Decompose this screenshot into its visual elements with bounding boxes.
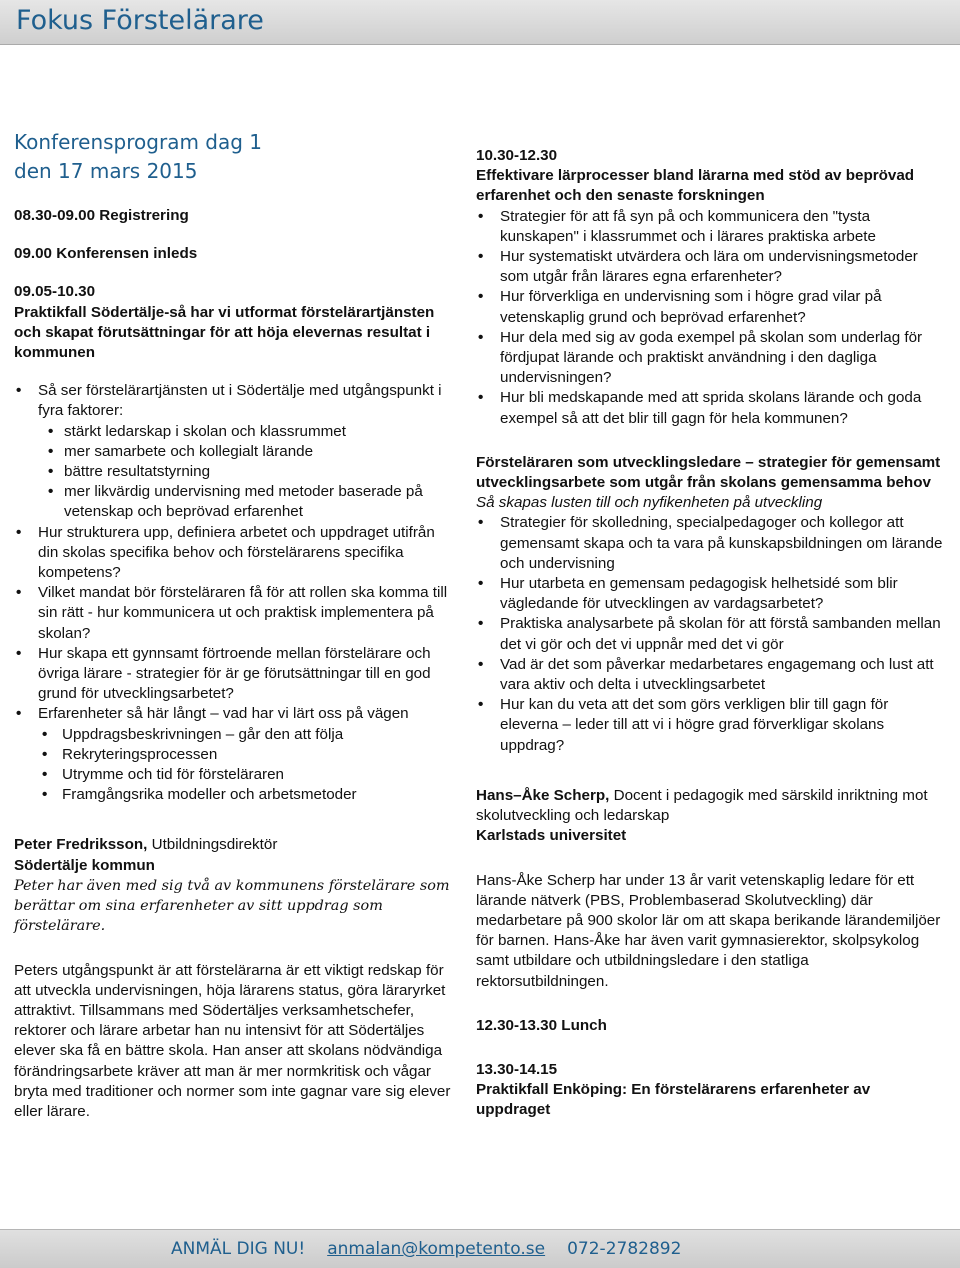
factor-list <box>38 422 454 523</box>
list-item: • mer samarbete och kollegialt lärande <box>38 442 454 462</box>
list-item: • Hur dela med sig av goda exempel på skolan som underlag för fördjupat lärande och praktiskt användning i den dagliga undervisningen? <box>476 328 944 389</box>
speaker-org: Södertälje kommun <box>14 856 155 874</box>
list-item: • Praktiska analysarbete på skolan för att förstå sambanden mellan det vi gör och det vi uppnår med det vi gör <box>476 614 944 654</box>
speaker-org: Karlstads universitet <box>476 827 627 845</box>
page-title: Fokus Förstelärare <box>16 5 264 36</box>
list-item: • Vilket mandat bör försteläraren få för att rollen ska komma till sin rätt - hur kommunicera ut och praktisk implementera på skolan? <box>14 583 454 644</box>
signup-cta[interactable]: ANMÄL DIG NU! <box>171 1239 306 1259</box>
list-item: • mer likvärdig undervisning med metoder baserade på vetenskap och beprövad erfarenhet <box>38 482 454 522</box>
session-bullets <box>476 207 944 429</box>
list-item: • Strategier för att få syn på och kommunicera den "tysta kunskapen" i klassrummet och i lärares praktiska arbete <box>476 207 944 247</box>
bullet-text: Så ser förstelärartjänsten ut i Södertälje med utgångspunkt i fyra faktorer: <box>38 382 442 420</box>
speaker-role: Docent i pedagogik med särskild inriktning mot skolutveckling och ledarskap <box>476 786 928 825</box>
list-item: • Hur bli medskapande med att sprida skolans lärande och goda exempel så att det blir till gagn för hela kommunen? <box>476 388 944 428</box>
list-item: • Hur kan du veta att det som görs verkligen blir till gagn för eleverna – leder till att vi i högre grad förverkligar skolans uppdrag? <box>476 695 944 756</box>
session-time: 13.30-14.15 <box>476 1060 558 1078</box>
left-column <box>14 128 454 1122</box>
right-column <box>476 146 944 1121</box>
list-item: • Hur förverkliga en undervisning som i högre grad vilar på vetenskaplig grund och beprövad erfarenhet? <box>476 287 944 327</box>
list-item: • Vad är det som påverkar medarbetares engagemang och lust att vara aktiv och delta i utvecklingsarbetet <box>476 655 944 695</box>
program-title-line2: den 17 mars 2015 <box>14 159 198 183</box>
bullet-text: Erfarenheter så här långt – vad har vi lärt oss på vägen <box>38 705 409 723</box>
program-title <box>14 128 454 186</box>
session-title: Praktikfall Södertälje-så har vi utformat förstelärartjänsten och skapat förutsättningar för att höja elevernas resultat i kommunen <box>14 303 435 362</box>
list-item <box>14 381 454 522</box>
speaker-role: Utbildningsdirektör <box>147 836 278 854</box>
speaker-name: Peter Fredriksson, <box>14 836 148 854</box>
list-item: • Uppdragsbeskrivningen – går den att följa <box>38 725 454 745</box>
speaker-name: Hans–Åke Scherp, <box>476 786 610 804</box>
list-item <box>14 704 454 805</box>
list-item: • bättre resultatstyrning <box>38 462 454 482</box>
header-bar <box>0 0 960 45</box>
list-item: • Hur strukturera upp, definiera arbetet och uppdraget utifrån din skolas specifika behov och förstelärarens specifika kompetens? <box>14 523 454 584</box>
list-item: • Framgångsrika modeller och arbetsmetoder <box>38 785 454 805</box>
section-title: Försteläraren som utvecklingsledare – strategier för gemensamt utvecklingsarbete som utgår från skolans gemensamma behov <box>476 453 941 492</box>
section-subtitle: Så skapas lusten till och nyfikenheten på utveckling <box>476 494 823 512</box>
list-item: • Strategier för skolledning, specialpedagoger och kollegor att gemensamt skapa och ta vara på kunskapsbildningen om lärande och undervisning <box>476 513 944 574</box>
section-bullets <box>476 513 944 755</box>
phone-number: 072-2782892 <box>567 1239 682 1259</box>
experience-list <box>38 725 454 806</box>
session-title: Effektivare lärprocesser bland lärarna med stöd av beprövad erfarenhet och den senaste forskningen <box>476 167 915 205</box>
lunch-item: 12.30-13.30 Lunch <box>476 1016 607 1034</box>
list-item: • Hur skapa ett gynnsamt förtroende mellan förstelärare och övriga lärare - strategier för är ge förutsättningar till en god grund för utvecklingsarbetet? <box>14 644 454 705</box>
email-link[interactable]: anmalan@kompetento.se <box>327 1239 546 1259</box>
footer-contact <box>171 1239 703 1259</box>
session-bullets <box>14 381 454 805</box>
opening-item: 09.00 Konferensen inleds <box>14 245 198 263</box>
session-time: 10.30-12.30 <box>476 147 558 164</box>
list-item: • Hur utarbeta en gemensam pedagogisk helhetsidé som blir vägledande för utvecklingen av vardagsarbetet? <box>476 574 944 614</box>
speaker-note: Peter har även med sig två av kommunens förstelärare som berättar om sina erfarenheter av sitt uppdrag som förstelärare. <box>14 877 450 935</box>
session-title: Praktikfall Enköping: En förstelärarens erfarenheter av uppdraget <box>476 1081 871 1119</box>
speaker-bio: Peters utgångspunkt är att förstelärarna är ett viktigt redskap för att utveckla undervisningen, höja lärarens status, göra läraryrket attraktivt. Tillsammans med Södertäljes verksamhetschefer, rektorer och lärare arbetar han nu intensivt för att Södertäljes elever ska få en bättre skola. Han anser att skolans nödvändiga förändringsarbete kräver att man är mer normkritisk och vågar bryta med traditioner och normer som inte gagnar vare sig elever eller lärare. <box>14 961 451 1120</box>
list-item: • stärkt ledarskap i skolan och klassrummet <box>38 422 454 442</box>
speaker-line <box>476 786 944 826</box>
speaker-bio: Hans-Åke Scherp har under 13 år varit vetenskaplig ledare för ett lärande nätverk (PBS, Problembaserad Skolutveckling) där medarbetare på 900 skolor lär om att skapa berikande lärandemiljöer för barnen. Hans-Åke har även varit gymnasierektor, skolpsykolog samt utbildare och utbildningsledare i den statliga rektorsutbildningen. <box>476 871 941 990</box>
registration-item: 08.30-09.00 Registrering <box>14 207 189 224</box>
footer-bar <box>0 1229 960 1268</box>
session-time: 09.05-10.30 <box>14 283 96 301</box>
list-item: • Utrymme och tid för försteläraren <box>38 765 454 785</box>
list-item: • Hur systematiskt utvärdera och lära om undervisningsmetoder som utgår från lärares egna erfarenheter? <box>476 247 944 287</box>
speaker-line <box>14 835 454 855</box>
program-title-line1: Konferensprogram dag 1 <box>14 130 263 154</box>
list-item: • Rekryteringsprocessen <box>38 745 454 765</box>
